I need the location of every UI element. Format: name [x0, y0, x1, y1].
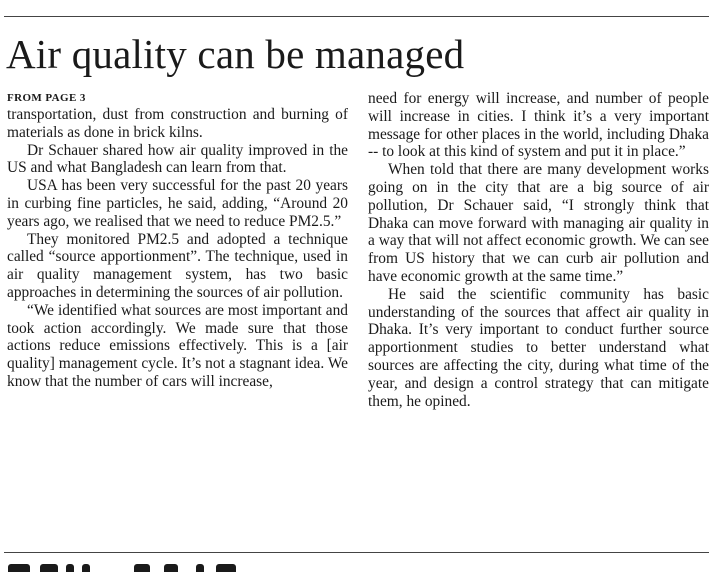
jump-label: FROM PAGE 3 [7, 92, 86, 104]
article-body [7, 90, 709, 548]
glyph-fragment [66, 564, 74, 572]
glyph-fragment [134, 564, 150, 572]
top-rule [4, 16, 709, 17]
bottom-rule [4, 552, 709, 553]
glyph-fragment [8, 564, 30, 572]
paragraph: They monitored PM2.5 and adopted a technique called “source apportionment”. The technique, used in air quality management system, has two basic approaches in determining the sources of air pollution. [7, 230, 348, 301]
paragraph: transportation, dust from construction and burning of materials as done in brick kilns. [7, 106, 348, 141]
paragraph: “We identified what sources are most important and took action accordingly. We made sure that those actions reduce emissions effectively. This is a [air quality] management cycle. It’s not a stagnant idea. We know that the number of cars will increase, [7, 301, 348, 390]
paragraph: Dr Schauer shared how air quality improved in the US and what Bangladesh can learn from that. [7, 141, 348, 177]
glyph-fragment [216, 564, 236, 572]
glyph-fragment [82, 564, 90, 572]
paragraph: He said the scientific community has basic understanding of the sources that affect air quality in Dhaka. It’s very important to conduct further source apportionment studies to better understand what sources are affecting the city, during what time of the year, and design a control strategy that can mitigate them, he opined. [368, 285, 709, 410]
next-headline-fragment [4, 557, 709, 572]
right-column [368, 90, 709, 410]
glyph-fragment [40, 564, 58, 572]
glyph-fragment [164, 564, 178, 572]
paragraph: USA has been very successful for the past 20 years in curbing fine particles, he said, adding, “Around 20 years ago, we realised that we need to reduce PM2.5.” [7, 177, 348, 230]
paragraph: need for energy will increase, and number of people will increase in cities. I think it’s a very important message for other places in the world, including Dhaka -- to look at this kind of system and put it in place.” [368, 90, 709, 161]
paragraph: When told that there are many development works going on in the city that are a big source of air pollution, Dr Schauer said, “I strongly think that Dhaka can move forward with managing air quality in a way that will not affect economic growth. We can see from US history that we can curb air pollution and have economic growth at the same time.” [368, 161, 709, 285]
headline: Air quality can be managed [6, 31, 465, 77]
left-column [7, 90, 348, 391]
glyph-fragment [196, 564, 204, 572]
